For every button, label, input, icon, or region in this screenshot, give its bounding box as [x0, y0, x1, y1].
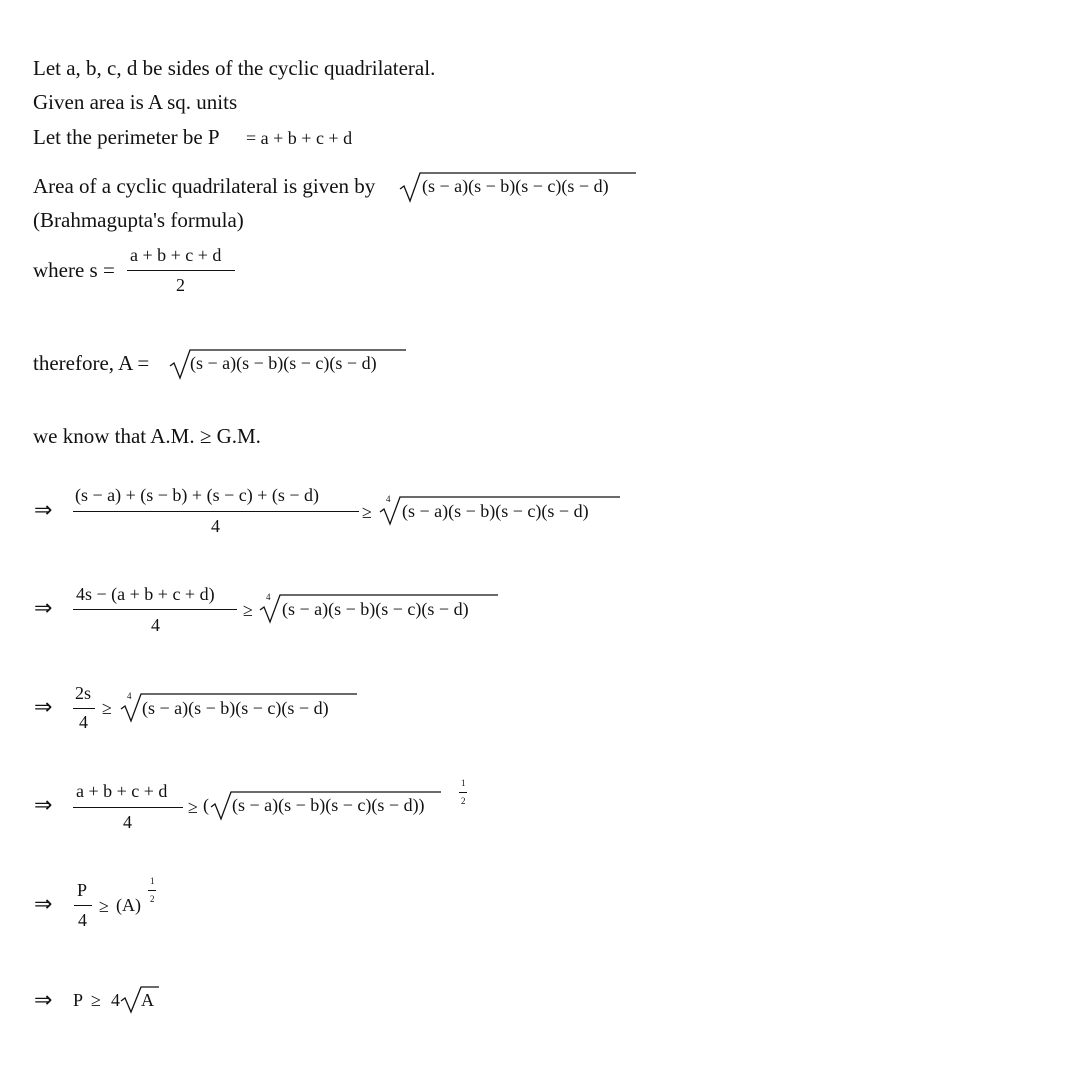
intro-line-1: Let a, b, c, d be sides of the cyclic quadrilateral.: [33, 56, 436, 80]
exponent-bar: [459, 792, 467, 793]
step3-radicand: (s − a)(s − b)(s − c)(s − d): [142, 698, 329, 718]
perimeter-equation: = a + b + c + d: [246, 128, 353, 148]
implies-arrow: ⇒: [34, 498, 53, 523]
exponent-denominator: 2: [461, 796, 466, 806]
step3-numerator: 2s: [75, 683, 92, 703]
formula-name: (Brahmagupta's formula): [33, 208, 244, 232]
step5-base: (A): [116, 895, 141, 915]
step2-denominator: 4: [151, 615, 160, 635]
root-index: 4: [127, 691, 132, 701]
step5-numerator: P: [77, 880, 88, 900]
step6-lhs: P: [73, 990, 84, 1010]
step1-radicand: (s − a)(s − b)(s − c)(s − d): [402, 501, 589, 521]
step6-radicand: A: [141, 990, 154, 1010]
root-index: 4: [386, 494, 391, 504]
formula-radicand: (s − a)(s − b)(s − c)(s − d): [422, 176, 609, 196]
step2-radicand: (s − a)(s − b)(s − c)(s − d): [282, 599, 469, 619]
fraction-bar: [73, 807, 183, 808]
where-label: where s =: [33, 258, 115, 282]
fraction-bar: [73, 511, 359, 512]
intro-line-3: Let the perimeter be P: [33, 125, 220, 149]
step5-denominator: 4: [78, 910, 87, 930]
implies-arrow: ⇒: [34, 988, 53, 1013]
geq-symbol: ≥: [99, 896, 109, 916]
s-numerator: a + b + c + d: [130, 245, 222, 265]
geq-symbol: ≥: [362, 502, 372, 522]
root-index: 4: [266, 592, 271, 602]
exponent-numerator: 1: [150, 876, 155, 886]
fraction-bar: [73, 708, 95, 709]
exponent-numerator: 1: [461, 778, 466, 788]
exponent-bar: [148, 890, 156, 891]
amgm-statement: we know that A.M. ≥ G.M.: [33, 424, 261, 448]
s-denominator: 2: [176, 275, 185, 295]
open-paren: (: [203, 795, 209, 815]
step1-numerator: (s − a) + (s − b) + (s − c) + (s − d): [75, 485, 320, 505]
step3-denominator: 4: [79, 712, 88, 732]
step2-numerator: 4s − (a + b + c + d): [76, 584, 215, 604]
step6-coefficient: 4: [111, 990, 120, 1010]
therefore-radicand: (s − a)(s − b)(s − c)(s − d): [190, 353, 377, 373]
step4-numerator: a + b + c + d: [76, 781, 168, 801]
exponent-denominator: 2: [150, 894, 155, 904]
area-formula-text: Area of a cyclic quadrilateral is given by: [33, 174, 376, 198]
step4-radicand: (s − a)(s − b)(s − c)(s − d)): [232, 795, 425, 815]
geq-symbol: ≥: [188, 797, 198, 817]
fraction-bar: [73, 609, 237, 610]
step4-denominator: 4: [123, 812, 132, 832]
geq-symbol: ≥: [243, 600, 253, 620]
intro-line-2: Given area is A sq. units: [33, 90, 238, 114]
fraction-bar: [127, 270, 235, 271]
fraction-bar: [74, 905, 92, 906]
therefore-label: therefore, A =: [33, 351, 150, 375]
implies-arrow: ⇒: [34, 695, 53, 720]
step1-denominator: 4: [211, 516, 220, 536]
implies-arrow: ⇒: [34, 793, 53, 818]
geq-symbol: ≥: [91, 990, 101, 1010]
implies-arrow: ⇒: [34, 892, 53, 917]
implies-arrow: ⇒: [34, 596, 53, 621]
geq-symbol: ≥: [102, 698, 112, 718]
